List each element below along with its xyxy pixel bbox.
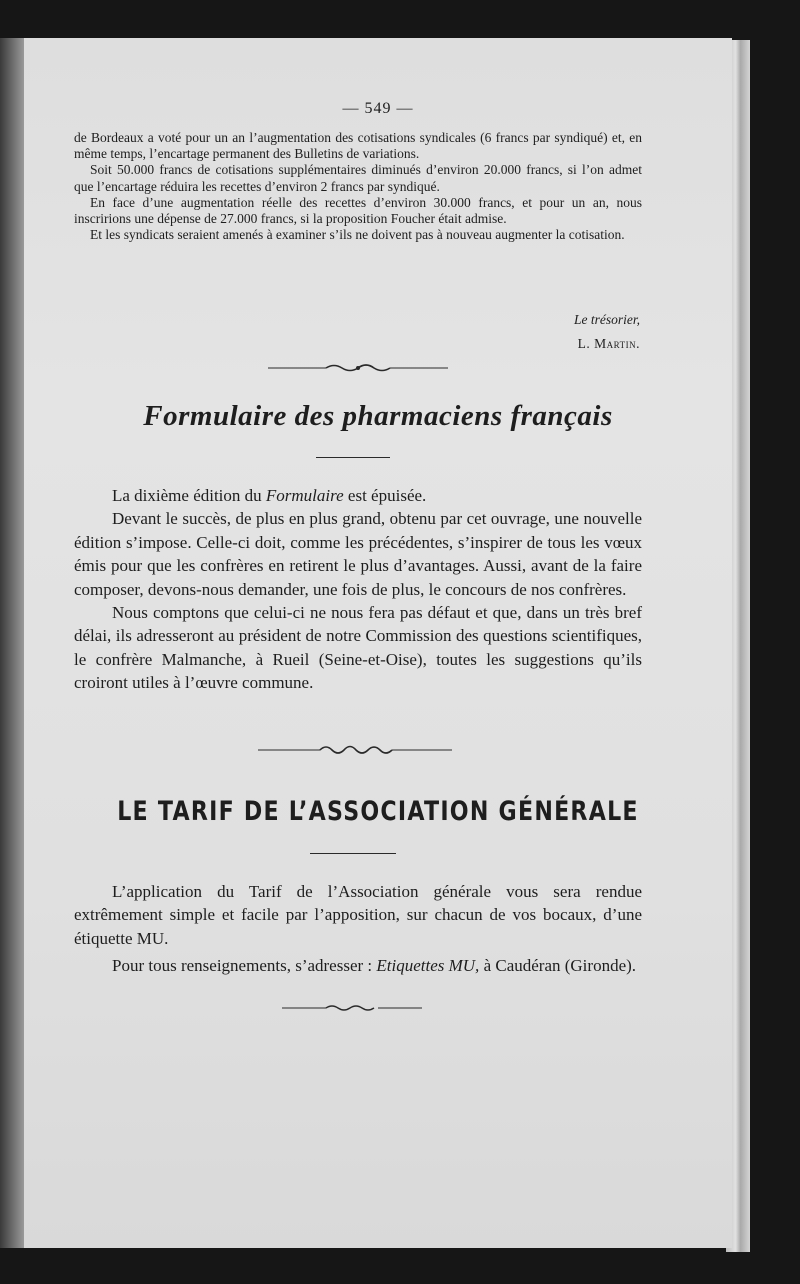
page-number: — 549 — bbox=[342, 100, 414, 117]
ornament-divider-2 bbox=[258, 742, 452, 756]
left-page-edge bbox=[0, 38, 24, 1248]
book-page bbox=[24, 38, 732, 1248]
text-run: La dixième édition du bbox=[112, 486, 266, 505]
tarif-paragraph-1: L’application du Tarif de l’Association générale vous sera rendue extrêmement simple et facile par l’apposition, sur chacun de vos bocaux, d’une étiquette MU. bbox=[74, 882, 642, 948]
text-run: Pour tous renseignements, s’adresser : bbox=[112, 956, 377, 976]
signature-role: Le trésorier, bbox=[573, 312, 640, 327]
section-title-tarif: LE TARIF DE L’ASSOCIATION GÉNÉRALE bbox=[117, 796, 639, 827]
tarif-text bbox=[74, 880, 642, 978]
report-paragraph: Soit 50.000 francs de cotisations supplémentaires diminués d’environ 20.000 francs, si l’on admet que l’encartage réduira les recettes d’environ 2 francs par syndiqué. bbox=[74, 162, 642, 194]
formulaire-paragraph-2: Devant le succès, de plus en plus grand, obtenu par cet ouvrage, une nouvelle édition s’impose. Celle-ci doit, comme les précédentes, s’inspirer de tous les vœux émis pour que les confrères en retirent le plus d’avantages. Aussi, avant de la faire composer, devons-nous demander, une fois de plus, le concours de nos confrères. bbox=[74, 509, 642, 599]
italic-run: Etiquettes MU, bbox=[376, 956, 480, 976]
text-run: à Caudéran (Gironde). bbox=[479, 956, 637, 976]
ornament-divider-1 bbox=[268, 361, 448, 375]
title-underline-1 bbox=[316, 457, 390, 458]
formulaire-paragraph-1 bbox=[74, 484, 642, 507]
text-run: est épuisée. bbox=[343, 486, 427, 505]
tarif-paragraph-2 bbox=[74, 954, 642, 977]
report-paragraph: Et les syndicats seraient amenés à examiner s’ils ne doivent pas à nouveau augmenter la cotisation. bbox=[90, 227, 625, 243]
section-title-formulaire: Formulaire des pharmaciens français bbox=[143, 400, 613, 432]
signature-name: L. Martin. bbox=[577, 336, 640, 351]
report-paragraph: En face d’une augmentation réelle des recettes d’environ 30.000 francs, et pour un an, nous inscririons une dépense de 27.000 francs, si la proposition Foucher était admise. bbox=[74, 194, 642, 227]
report-paragraph: de Bordeaux a voté pour un an l’augmentation des cotisations syndicales (6 francs par syndiqué) et, en même temps, l’encartage permanent des Bulletins de variations. bbox=[74, 130, 642, 162]
formulaire-paragraph-3: Nous comptons que celui-ci ne nous fera pas défaut et que, dans un très bref délai, ils adresseront au président de notre Commission des questions scientifiques, le confrère Malmanche, à Rueil (Seine-et-Oise), toutes les suggestions qu’ils croiront utiles à l’œuvre commune. bbox=[74, 603, 642, 693]
treasurer-report bbox=[74, 130, 642, 243]
formulaire-text bbox=[74, 484, 642, 695]
italic-run: Formulaire bbox=[265, 486, 344, 505]
ornament-divider-3 bbox=[282, 1002, 422, 1014]
title-underline-2 bbox=[310, 853, 396, 854]
